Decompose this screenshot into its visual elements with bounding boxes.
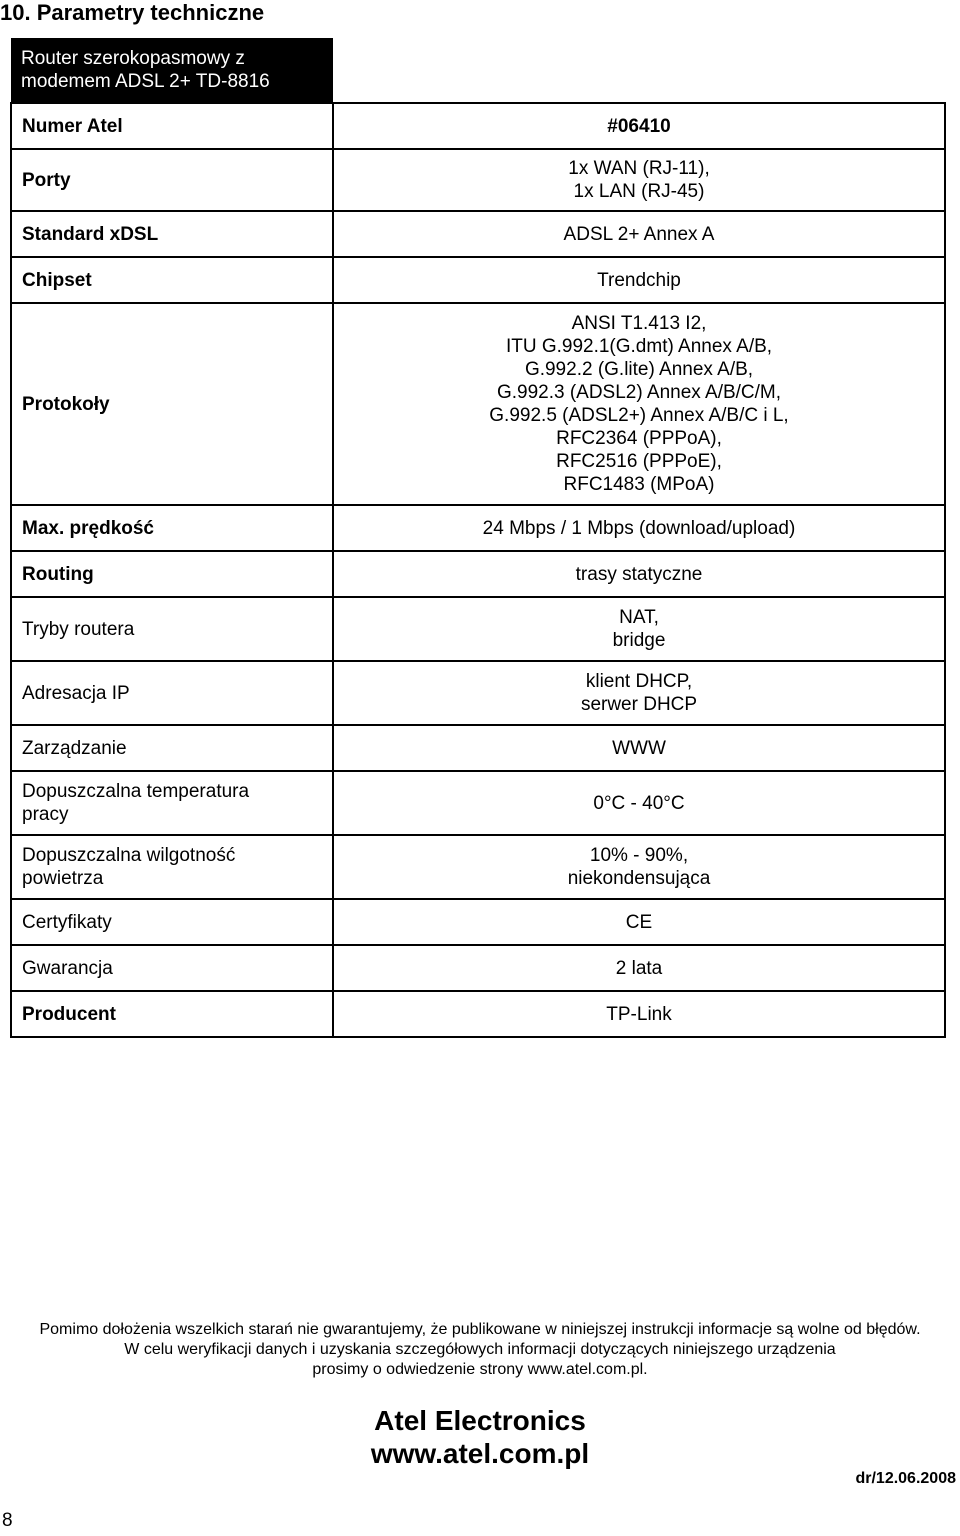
row-value: trasy statyczne [333, 551, 945, 597]
row-value: CE [333, 899, 945, 945]
row-label: Dopuszczalna wilgotność powietrza [11, 835, 333, 899]
row-label: Chipset [11, 257, 333, 303]
product-name: Router szerokopasmowy z modemem ADSL 2+ TD-8816 [21, 48, 270, 92]
row-label: Tryby routera [11, 597, 333, 661]
row-value: TP-Link [333, 991, 945, 1037]
row-value: WWW [333, 725, 945, 771]
table-row [11, 835, 945, 899]
row-label: Producent [11, 991, 333, 1037]
table-row [11, 771, 945, 835]
table-row [11, 661, 945, 725]
spec-table [10, 102, 946, 1038]
row-label: Zarządzanie [11, 725, 333, 771]
company-website: www.atel.com.pl [370, 1438, 590, 1469]
table-row [11, 597, 945, 661]
row-value: ANSI T1.413 I2, ITU G.992.1(G.dmt) Annex A/B, G.992.2 (G.lite) Annex A/B, G.992.3 (ADSL2) Annex A/B/C/M, G.992.5 (ADSL2+) Annex A/B/C i L, RFC2364 (PPPoA), RFC2516 (PPPoE), RFC1483 (MPoA) [333, 303, 945, 505]
table-row [11, 899, 945, 945]
table-row [11, 257, 945, 303]
row-value: 10% - 90%, niekondensująca [333, 835, 945, 899]
row-value: #06410 [333, 103, 945, 149]
row-value: klient DHCP, serwer DHCP [333, 661, 945, 725]
table-row [11, 303, 945, 505]
row-value: 1x WAN (RJ-11), 1x LAN (RJ-45) [333, 149, 945, 211]
disclaimer-line-2: W celu weryfikacji danych i uzyskania szczegółowych informacji dotyczących niniejszego urządzenia [124, 1341, 836, 1358]
row-label: Certyfikaty [11, 899, 333, 945]
table-row [11, 551, 945, 597]
row-label: Numer Atel [11, 103, 333, 149]
section-title: 10. Parametry techniczne [0, 0, 265, 25]
document-date: dr/12.06.2008 [855, 1470, 956, 1487]
table-row [11, 725, 945, 771]
row-value: 2 lata [333, 945, 945, 991]
row-value: Trendchip [333, 257, 945, 303]
row-label: Porty [11, 149, 333, 211]
row-value: 0°C - 40°C [333, 771, 945, 835]
row-value: 24 Mbps / 1 Mbps (download/upload) [333, 505, 945, 551]
table-row [11, 991, 945, 1037]
row-label: Dopuszczalna temperatura pracy [11, 771, 333, 835]
row-value: NAT, bridge [333, 597, 945, 661]
row-label: Adresacja IP [11, 661, 333, 725]
row-label: Routing [11, 551, 333, 597]
row-label: Protokoły [11, 303, 333, 505]
page-number: 8 [2, 1510, 13, 1531]
table-row [11, 103, 945, 149]
disclaimer-line-3: prosimy o odwiedzenie strony www.atel.com.pl. [312, 1361, 648, 1378]
table-row [11, 211, 945, 257]
table-row [11, 149, 945, 211]
product-name-header [11, 38, 333, 102]
row-label: Standard xDSL [11, 211, 333, 257]
disclaimer [0, 1320, 960, 1380]
row-label: Max. prędkość [11, 505, 333, 551]
row-label: Gwarancja [11, 945, 333, 991]
row-value: ADSL 2+ Annex A [333, 211, 945, 257]
company-block [0, 1404, 960, 1470]
table-row [11, 505, 945, 551]
table-row [11, 945, 945, 991]
disclaimer-line-1: Pomimo dołożenia wszelkich starań nie gwarantujemy, że publikowane w niniejszej instrukcji informacje są wolne od błędów. [39, 1321, 921, 1338]
company-name: Atel Electronics [374, 1405, 586, 1436]
